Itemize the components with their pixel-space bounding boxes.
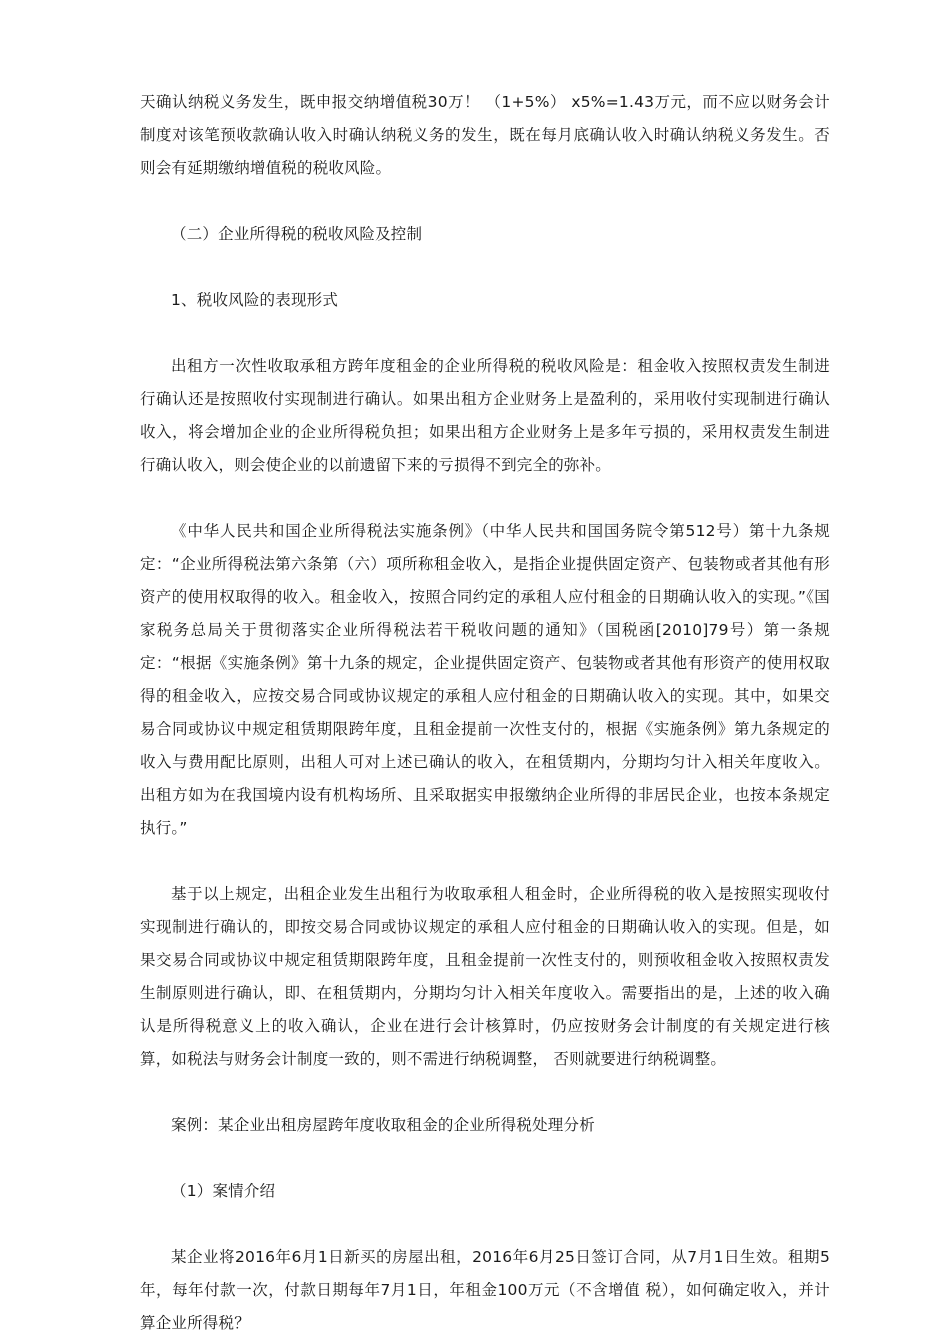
paragraph-regulation-quote: 《中华人民共和国企业所得税法实施条例》（中华人民共和国国务院令第512号）第十九条规定：“企业所得税法第六条第（六）项所称租金收入，是指企业提供固定资产、包装物或者其他有形资产的使用权取得的收入。租金收入，按照合同约定的承租人应付租金的日期确认收入的实现。”《国家税务总局关于贯彻落实企业所得税法若干税收问题的通知》（国税函[2010]79号）第一条规定：“根据《实施条例》第十九条的规定，企业提供固定资产、包装物或者其他有形资产的使用权取得的租金收入，应按交易合同或协议规定的承租人应付租金的日期确认收入的实现。其中，如果交易合同或协议中规定租赁期限跨年度，且租金提前一次性支付的，根据《实施条例》第九条规定的收入与费用配比原则，出租人可对上述已确认的收入，在租赁期内，分期均匀计入相关年度收入。出租方如为在我国境内设有机构场所、且采取据实申报缴纳企业所得的非居民企业，也按本条规定执行。” (140, 522, 830, 837)
paragraph-spacer (140, 1076, 830, 1109)
paragraph-spacer (140, 1142, 830, 1175)
subsection-heading-risk-forms: 1、税收风险的表现形式 (171, 291, 339, 309)
paragraph-spacer (140, 317, 830, 350)
case-subheading: （1）案情介绍 (171, 1182, 276, 1200)
paragraph-vat-continuation: 天确认纳税义务发生，既申报交纳增值税30万！ （1+5%） x5%=1.43万元，而不应以财务会计制度对该笔预收款确认收入时确认纳税义务的发生，既在每月底确认收入时确认纳税义务发生。否则会有延期缴纳增值税的税收风险。 (140, 93, 830, 177)
paragraph-spacer (140, 845, 830, 878)
case-heading: 案例：某企业出租房屋跨年度收取租金的企业所得税处理分析 (171, 1116, 595, 1134)
section-heading-income-tax: （二）企业所得税的税收风险及控制 (171, 225, 423, 243)
document-body (140, 86, 830, 1340)
paragraph-spacer (140, 251, 830, 284)
paragraph-analysis: 基于以上规定，出租企业发生出租行为收取承租人租金时，企业所得税的收入是按照实现收付实现制进行确认的，即按交易合同或协议规定的承租人应付租金的日期确认收入的实现。但是，如果交易合同或协议中规定租赁期限跨年度，且租金提前一次性支付的，则预收租金收入按照权责发生制原则进行确认，即、在租赁期内，分期均匀计入相关年度收入。需要指出的是，上述的收入确认是所得税意义上的收入确认，企业在进行会计核算时，仍应按财务会计制度的有关规定进行核算，如税法与财务会计制度一致的，则不需进行纳税调整， 否则就要进行纳税调整。 (140, 885, 830, 1068)
paragraph-spacer (140, 1208, 830, 1241)
paragraph-risk-description: 出租方一次性收取承租方跨年度租金的企业所得税的税收风险是：租金收入按照权责发生制进行确认还是按照收付实现制进行确认。如果出租方企业财务上是盈利的，采用收付实现制进行确认收入，将会增加企业的企业所得税负担；如果出租方企业财务上是多年亏损的，采用权责发生制进行确认收入，则会使企业的以前遗留下来的亏损得不到完全的弥补。 (140, 357, 830, 474)
paragraph-spacer (140, 482, 830, 515)
paragraph-case-description: 某企业将2016年6月1日新买的房屋出租，2016年6月25日签订合同，从7月1日生效。租期5年，每年付款一次，付款日期每年7月1日，年租金100万元（不含增值 税），如何确定收入，并计算企业所得税？ (140, 1248, 830, 1332)
paragraph-spacer (140, 185, 830, 218)
